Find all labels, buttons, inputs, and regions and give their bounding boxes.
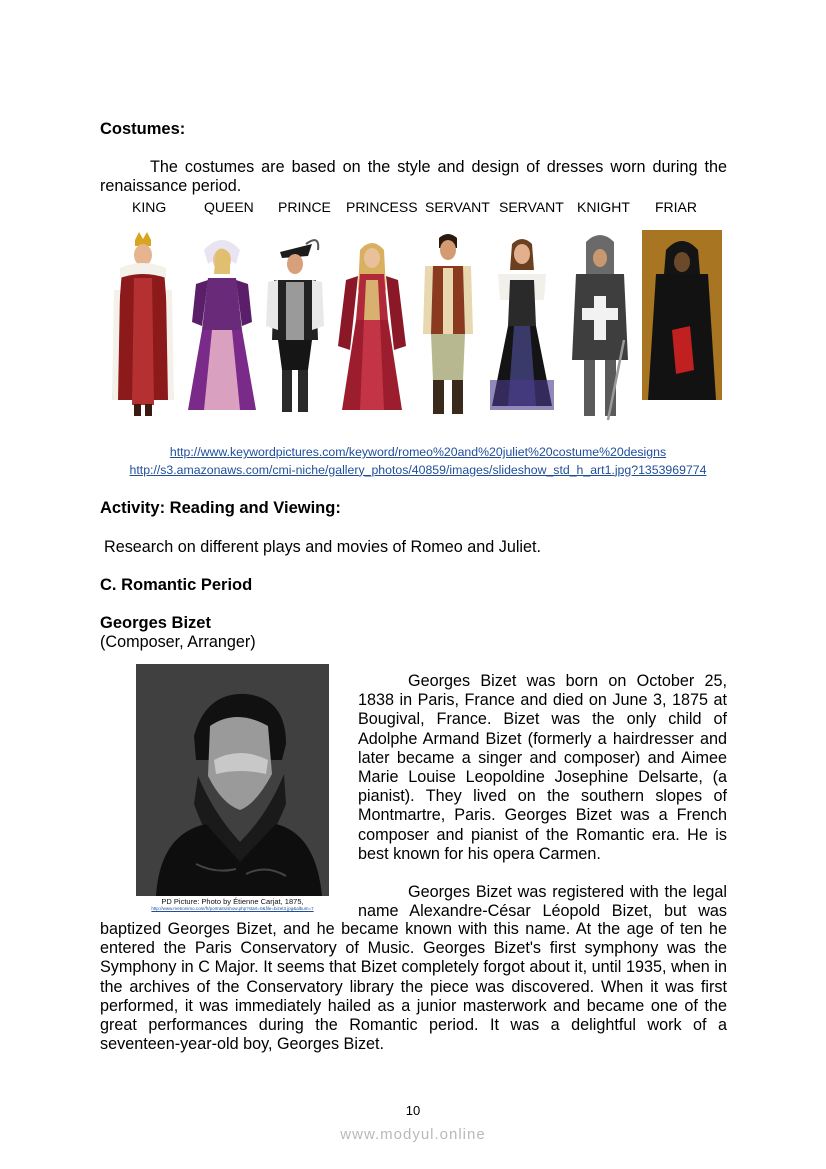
- costume-source-link-1[interactable]: http://www.keywordpictures.com/keyword/romeo%20and%20juliet%20costume%20designs: [169, 445, 667, 459]
- bizet-portrait: [136, 664, 329, 896]
- costume-illustrations: [108, 230, 728, 425]
- bizet-bio-paragraph-1: Georges Bizet was born on October 25, 1838 in Paris, France and died on June 3, 1875 at Bougival, France. Bizet was the only child of Adolphe Armand Bizet (formerly a hairdresser and later became a singer and composer) and Aimee Marie Louise Leopoldine Josephine Delsarte, (a pianist). They lived on the southern slopes of Montmartre, Paris. Georges Bizet was a French composer and pianist of the Romantic era. He is best known for his opera Carmen.: [358, 672, 727, 863]
- king-costume-figure: [108, 230, 178, 420]
- costumes-heading: Costumes:: [100, 120, 186, 138]
- costume-labels: [100, 199, 728, 217]
- servant-female-costume-figure: [486, 230, 558, 420]
- costume-label-princess: PRINCESS: [346, 199, 418, 215]
- costume-label-servant-female: SERVANT: [499, 199, 564, 215]
- princess-costume-figure: [336, 230, 408, 420]
- bizet-bio-column: [358, 672, 727, 921]
- costume-label-knight: KNIGHT: [577, 199, 630, 215]
- bizet-bio-paragraph-2-start: Georges Bizet was registered with the legal name Alexandre-César Léopold Bizet, but was: [358, 883, 727, 921]
- activity-heading: Activity: Reading and Viewing:: [100, 499, 341, 517]
- bizet-bio-paragraph-2-rest: baptized Georges Bizet, and he became known with this name. At the age of ten he entered the Paris Conservatory of Music. Georges Bizet's first symphony was the Symphony in C Major. It seems that Bizet completely forgot about it, until 1935, when in the archives of the Conservatory library the piece was discovered. When it was first performed, it was immediately hailed as a junior masterwork and became one of the great performances during the Romantic period. It was a delightful work of a seventeen-year-old boy, Georges Bizet.: [100, 920, 727, 1054]
- bizet-portrait-image: [136, 664, 329, 896]
- portrait-caption-link[interactable]: http://www.metronimo.com/fr/portraits/show.php?start=0&file=bizet3.jpg&album=7: [151, 906, 314, 911]
- costume-source-link-2[interactable]: http://s3.amazonaws.com/cmi-niche/gallery_photos/40859/images/slideshow_std_h_art1.jpg?1353969774: [129, 462, 707, 477]
- costume-label-king: KING: [132, 199, 167, 215]
- queen-costume-figure: [186, 230, 258, 420]
- costume-label-servant-male: SERVANT: [425, 199, 490, 215]
- friar-costume-figure: [642, 230, 722, 400]
- composer-name: Georges Bizet: [100, 614, 211, 632]
- page-number: 10: [405, 1103, 421, 1118]
- activity-text: Research on different plays and movies of Romeo and Juliet.: [104, 538, 542, 556]
- knight-costume-figure: [564, 230, 636, 425]
- costume-label-friar: FRIAR: [655, 199, 697, 215]
- composer-role: (Composer, Arranger): [100, 633, 256, 651]
- section-heading: C. Romantic Period: [100, 576, 253, 594]
- portrait-caption: [110, 897, 355, 912]
- costume-label-prince: PRINCE: [278, 199, 331, 215]
- watermark: www.modyul.online: [340, 1126, 486, 1143]
- costume-source-links: [98, 444, 738, 479]
- servant-male-costume-figure: [413, 230, 483, 420]
- costumes-intro: The costumes are based on the style and design of dresses worn during the renaissance period.: [100, 158, 727, 196]
- costume-label-queen: QUEEN: [204, 199, 254, 215]
- prince-costume-figure: [260, 230, 330, 420]
- portrait-caption-text: PD Picture: Photo by Étienne Carjat, 1875,: [161, 897, 304, 906]
